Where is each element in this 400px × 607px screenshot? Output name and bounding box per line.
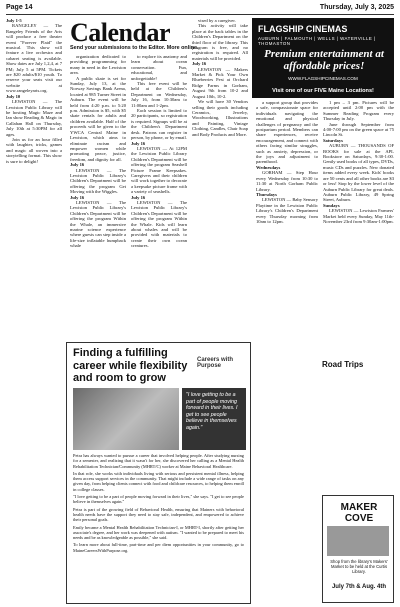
calendar-item-text: 1 pm – 3 pm. Pictures will be accepted until 2:00 pm with the Summer Reading Program every Thursday in July. (323, 100, 394, 122)
flagship-locations: AUBURN | FALMOUTH | WELLS | WATERVILLE | THOMASTON (258, 36, 376, 46)
calendar-date-heading: Sundays (323, 202, 340, 208)
calendar-item-text: Join us for an hour filled with laughter, tricks, games and magic all woven into a storytelling format. This show is sure to delight! (6, 136, 62, 164)
column-2 (70, 54, 126, 340)
calendar-item-text: organization dedicated to providing programming for many in need in the Lewiston area. (70, 54, 126, 76)
calendar-date-heading: July 16 (131, 140, 146, 146)
careers-body (73, 453, 244, 555)
calendar-item-text: Each session is limited to 20 participants, so registration is required. Signups will be at the Children's Department desk. Patrons can register in person, by phone, or by email. (131, 108, 187, 141)
calendar-date-heading: Wednesdays (256, 164, 281, 170)
calendar-item-text: This activity will take place at the back tables in the Children's Department on the third floor of the library. This program is free, and no registration is required. All materials will be provided. (192, 23, 248, 61)
calendar-item-text: LEWISTON — The Lewiston Public Library's Children's Department will be offering the program Within the Whale, an immersive marine science experience where guests can step inside a life-size inflatable humpback whale (70, 199, 126, 249)
column-5 (256, 100, 318, 604)
header-rule (6, 14, 394, 15)
careers-paragraph: "I love getting to be a part of people moving forward in their lives," she says. "I get to see people believe in themselves again." (73, 494, 244, 505)
calendar-item-text: LEWISTON — The Lewiston Public Library will be hosting Magic Maze and Ian show Reading & Magic in Callahan Hall on Thursday, July 10th at 5:30PM for all ages. (6, 99, 62, 137)
page-header (6, 4, 394, 14)
calendar-item-text: a support group that provides a safe, compassionate space for individuals navigating the emotional and physical challenges of pregnancy and the postpartum period. Members can share experiences, receive encouragement, and connect with others facing similar struggles, such as anxiety, depression, or the joys and adjustment to parenthood. (256, 100, 318, 165)
careers-ad-title: Finding a fulfilling career while flexibility and room to grow (73, 347, 188, 384)
maker-text: Shop from the library's Makers' Market to be held at the Curtis Library. (330, 559, 388, 574)
maker-date: July 7th & Aug. 4th (331, 584, 387, 590)
road-trips-heading: Road Trips (322, 360, 364, 369)
flagship-cinemas-ad[interactable] (252, 18, 394, 98)
flagship-headline: Premium entertainment at affordable prices! (264, 48, 384, 72)
calendar-item-text: LEWISTON — Baby Sensory Playtime in the Lewiston Public Library's Children's Department every Thursday morning from 10am to 12pm. (256, 197, 318, 224)
column-6 (323, 100, 394, 355)
calendar-title: Calendar (70, 18, 170, 47)
calendar-item-text: RANGELEY — The Rangeley Friends of the Arts will produce a free theater event "Forever Plaid" the musical. This show will feature a live orchestra and cabaret seating is available. Show dates are July 1,2,4, at 7 PM; July 5 at 5PM. Tickets are $20 adults/$10 youth. To reserve your seats visit our website at www.rangeleyarts.org. (6, 23, 62, 94)
flagship-tagline: Visit one of our FIVE Maine Locations! (272, 88, 374, 94)
column-1 (6, 18, 62, 604)
calendar-item-text: vised by a caregiver. (198, 18, 236, 23)
calendar-subtitle: Send your submissions to the Editor. More online. (70, 45, 199, 51)
calendar-item-text: LEWISTON — Makers Market & Pick Your Own Blueberries Fest at Orchard Ridge Farms in Gorham, August 9th from 10-2 and August 10th, 10-2. (192, 66, 248, 99)
careers-paragraph: Petra is part of the growing field of Behavioral Health, ensuring that Mainers with behavioral health needs have the support they need to stay safe, independent, and empowered to achieve their personal goals. (73, 506, 244, 523)
calendar-date-heading: July 10 (6, 93, 21, 99)
calendar-item-text: AUBURN — THOUSANDS OF BOOKS for sale at the APL Bookstore on Saturdays, 9:30-1:00. Gently used books of all types, DVDs, music CDs and puzzles. New donated items added every week. Kids' books are 50 cents and all other books are $3 or less! Stop by the lower level of the Auburn Public Library for great deals. Auburn Public Library, 49 Spring Street, Auburn. (323, 143, 394, 203)
careers-quote: "I love getting to be a part of people moving forward in their lives. I get to see people believe in themselves again." (182, 388, 246, 450)
flagship-url[interactable]: WWW.FLAGSHIPCINEMAS.COM (288, 76, 358, 81)
calendar-date-heading: July 16 (70, 162, 85, 168)
careers-brand: Careers with Purpose (197, 357, 234, 369)
careers-paragraph: Petra has always wanted to pursue a career that involved helping people. After studying nursing for a semester, and realizing that it wasn't for her, she discovered her calling as a Mental Health Rehabilitation Technician/Community (MHRT/C) worker at Maine Behavioral Healthcare. (73, 453, 244, 469)
maker-image (327, 526, 389, 556)
careers-paragraph: To learn more about full-time, part-time and per diem opportunities in your community, go to MaineCareersWithPurpose.org. (73, 542, 244, 553)
flagship-logo: FLAGSHIP CINEMAS (258, 24, 348, 34)
maker-title: MAKER COVE (340, 502, 378, 524)
column-4 (192, 18, 248, 340)
calendar-item-text: GORHAM — Step Hour every Wednesday from 10:30 to 11:30 at North Gorham Public Library. (256, 170, 318, 192)
calendar-item-text: LEWISTON — Lewiston Farmers' Market held every Sunday, May 11th-November 23rd from 9:30am-1:00pm. (323, 208, 394, 224)
careers-paragraph: In that role, she works with individuals living with serious and persistent mental illness, helping them access support services in the community. That might include a wide range of tasks on any given day, from helping clients connect with food and childcare resources, to helping them enroll in college classes. (73, 470, 244, 492)
calendar-item-text: to explore its anatomy and learn about ocean conservation. Fun, educational, and unforgettable! (131, 54, 187, 81)
calendar-date-heading: July 16 (70, 194, 85, 200)
page-number: Page 14 (6, 4, 33, 11)
calendar-item-text: A public skate is set for Sunday, July 13, at the Norway Savings Bank Arena, located at 985 Turner Street in Auburn. The event will be held from 4:20 p.m. to 5:20 p.m. Admission is $5, with $5 skate rentals for adults and children available. Half of the proceeds will be given to the YWCA Central Maine in Lewiston, which aims to eliminate racism and empower women while promoting peace, justice, freedom, and dignity for all. (70, 75, 126, 162)
calendar-item-text: LEWISTON — At 12PM the Lewiston Public Library Children's Department will be offering the program Seashell Picture Frame Keepsakes. Caregivers and their children will work together to decorate a keepsake picture frame with a variety of seashells. (131, 145, 187, 195)
careers-paragraph: Emily became a Mental Health Rehabilitation Technician-I, or MHRT-I, shortly after getting her associate's degree, and her work was deepened with autism. "I wanted to be prepared to meet his needs and be as knowledgeable as possible," she said. (73, 524, 244, 541)
calendar-date-heading: Saturdays (323, 137, 343, 143)
calendar-item-text: LEWISTON — The Lewiston Public Library's Children's Department will be offering the program Within the Whale. Kids will learn about whales and will be provided with materials to create their own ocean creatures. (131, 199, 187, 249)
careers-photo (73, 388, 179, 450)
calendar-item-text: LEWISTON — The Lewiston Public Library's Children's Department will be offering the program Get Moving with the Wiggles. (70, 167, 126, 195)
careers-with-purpose-ad[interactable] (66, 342, 251, 604)
calendar-date-heading: July 16 (131, 194, 146, 200)
calendar-date-heading: July 1-5 (6, 18, 22, 23)
maker-cove-ad[interactable] (322, 495, 394, 603)
column-3 (131, 54, 187, 340)
calendar-item-text: This free event will be held at the Children's Department on Wednesday, July 16, from 10:30am to 11:00am and 1-2pm. (131, 81, 187, 108)
calendar-date-heading: Thursdays (256, 191, 277, 197)
calendar-date-heading: July 16 (192, 61, 207, 67)
calendar-item-text: We will have 30 Vendors selling their goods including Ceramics, Jewelry, Woodworking, Illustrations and Painting, Vintage Clothing, Candles, Chair Soap and Body Products and More. (192, 99, 248, 137)
calendar-item-text: June through September from 4:00-7:00 pm on the green space at 75 Lincoln St. (323, 121, 394, 138)
issue-date: Thursday, July 3, 2025 (319, 4, 394, 11)
